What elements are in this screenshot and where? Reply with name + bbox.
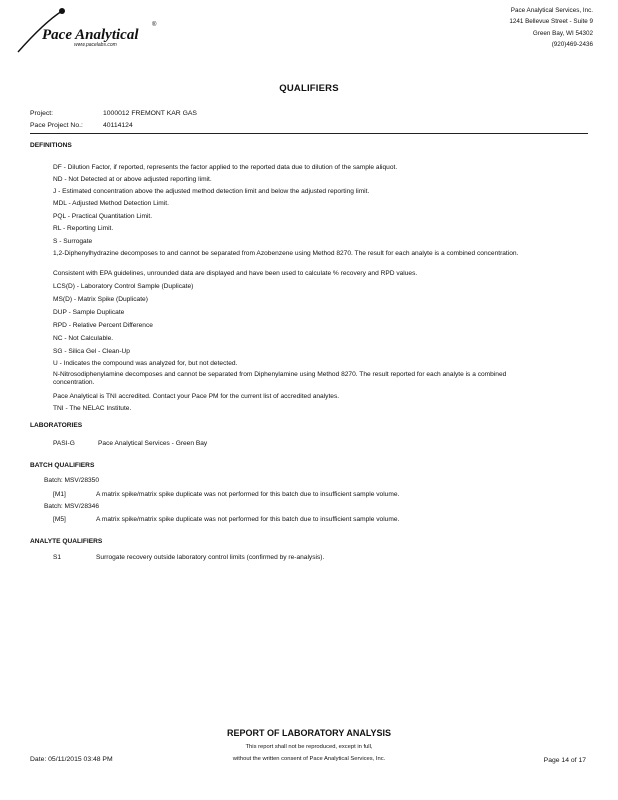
analyte-qualifiers-heading: ANALYTE QUALIFIERS xyxy=(30,538,103,545)
project-label: Project: xyxy=(30,110,54,117)
definition-item: U - Indicates the compound was analyzed for, but not detected. xyxy=(53,360,238,367)
definition-item: TNI - The NELAC Institute. xyxy=(53,405,132,412)
batch-qualifier-code: [M1] xyxy=(53,491,66,498)
batch-qualifier-text: A matrix spike/matrix spike duplicate was not performed for this batch due to insufficient sample volume. xyxy=(96,491,400,498)
definition-item: S - Surrogate xyxy=(53,238,93,245)
batch-qualifier-text: A matrix spike/matrix spike duplicate was not performed for this batch due to insufficient sample volume. xyxy=(96,516,400,523)
divider xyxy=(30,133,588,134)
pace-project-value: 40114124 xyxy=(103,122,133,129)
page-number: Page 14 of 17 xyxy=(543,757,586,764)
batch-id: Batch: MSV/28346 xyxy=(44,503,99,510)
pace-analytical-logo xyxy=(12,6,162,54)
definition-item: PQL - Practical Quantitation Limit. xyxy=(53,213,153,220)
definition-item: RL - Reporting Limit. xyxy=(53,225,114,232)
company-city: Green Bay, WI 54302 xyxy=(532,29,593,37)
company-name: Pace Analytical Services, Inc. xyxy=(510,7,593,14)
definition-item: J - Estimated concentration above the adjusted method detection limit and below the adjusted reporting limit. xyxy=(53,188,370,195)
reproduction-notice-line2: without the written consent of Pace Analytical Services, Inc. xyxy=(232,756,386,762)
definition-item: DF - Dilution Factor, if reported, represents the factor applied to the reported data due to dilution of the sample aliquot. xyxy=(53,164,398,171)
registered-mark: ® xyxy=(152,22,157,28)
definition-item: N-Nitrosodiphenylamine decomposes and cannot be separated from Diphenylamine using Method 8270. The result reported for each analyte is a combined concentration. xyxy=(53,371,507,386)
batch-qualifiers-heading: BATCH QUALIFIERS xyxy=(30,462,95,469)
pace-project-label: Pace Project No.: xyxy=(30,122,83,129)
lab-name: Pace Analytical Services - Green Bay xyxy=(98,440,208,447)
batch-qualifier-code: [M5] xyxy=(53,516,66,523)
definition-item: Pace Analytical is TNI accredited. Contact your Pace PM for the current list of accredited analytes. xyxy=(53,393,340,400)
definition-item: Consistent with EPA guidelines, unrounded data are displayed and have been used to calculate % recovery and RPD values. xyxy=(53,270,418,277)
definitions-heading: DEFINITIONS xyxy=(30,142,72,149)
definition-item: ND - Not Detected at or above adjusted reporting limit. xyxy=(53,176,212,183)
company-address xyxy=(509,5,593,51)
lab-code: PASI-G xyxy=(53,440,75,447)
definition-item: SG - Silica Gel - Clean-Up xyxy=(53,348,130,355)
reproduction-notice-line1: This report shall not be reproduced, except in full, xyxy=(245,744,373,750)
definition-item: NC - Not Calculable. xyxy=(53,335,114,342)
company-street: 1241 Bellevue Street - Suite 9 xyxy=(509,18,593,26)
batch-id: Batch: MSV/28350 xyxy=(44,477,99,484)
analyte-qualifier-text: Surrogate recovery outside laboratory control limits (confirmed by re-analysis). xyxy=(96,554,325,561)
definition-item: RPD - Relative Percent Difference xyxy=(53,322,153,329)
definition-item: MDL - Adjusted Method Detection Limit. xyxy=(53,200,169,207)
laboratories-heading: LABORATORIES xyxy=(30,422,83,429)
company-phone: (920)469-2436 xyxy=(551,41,593,49)
definition-item: 1,2-Diphenylhydrazine decomposes to and cannot be separated from Azobenzene using Method 8270. The result for each analyte is a combined concentration. xyxy=(53,250,519,257)
report-date: Date: 05/11/2015 03:48 PM xyxy=(30,756,113,763)
page-title: QUALIFIERS xyxy=(279,83,339,94)
logo-wordmark: Pace Analytical xyxy=(42,27,139,43)
analyte-qualifier-code: S1 xyxy=(53,554,62,561)
definition-item: DUP - Sample Duplicate xyxy=(53,309,125,316)
logo-url: www.pacelabs.com xyxy=(74,42,117,48)
definition-item: MS(D) - Matrix Spike (Duplicate) xyxy=(53,296,148,303)
definition-item: LCS(D) - Laboratory Control Sample (Duplicate) xyxy=(53,283,194,290)
project-value: 1000012 FREMONT KAR GAS xyxy=(103,110,197,117)
report-title: REPORT OF LABORATORY ANALYSIS xyxy=(226,728,392,738)
